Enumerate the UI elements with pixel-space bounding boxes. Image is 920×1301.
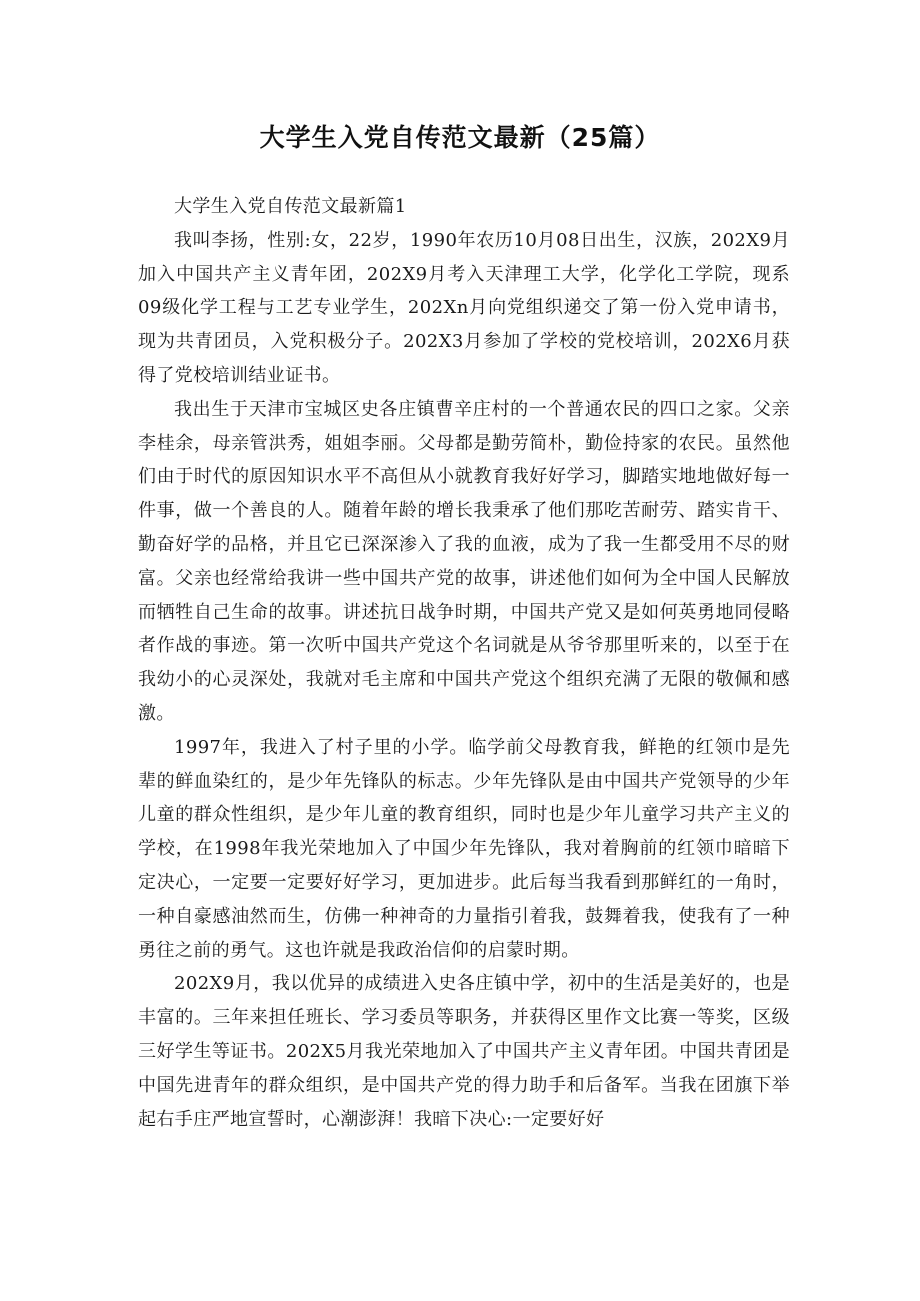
paragraph-primary-school: 1997年，我进入了村子里的小学。临学前父母教育我，鲜艳的红领巾是先辈的鲜血染红的，是少年先锋队的标志。少年先锋队是由中国共产党领导的少年儿童的群众性组织，是少年儿童的教育组织，同时也是少年儿童学习共产主义的学校，在1998年我光荣地加入了中国少年先锋队，我对着胸前的红领巾暗暗下定决心，一定要一定要好好学习，更加进步。此后每当我看到那鲜红的一角时，一种自豪感油然而生，仿佛一种神奇的力量指引着我，鼓舞着我，使我有了一种勇往之前的勇气。这也许就是我政治信仰的启蒙时期。 bbox=[138, 736, 790, 961]
paragraph-personal-info: 我叫李扬，性别:女，22岁，1990年农历10月08日出生，汉族，202X9月加入中国共产主义青年团，202X9月考入天津理工大学，化学化工学院，现系09级化学工程与工艺专业学生，202Xn月向党组织递交了第一份入党申请书，现为共青团员，入党积极分子。202X3月参加了学校的党校培训，202X6月获得了党校培训结业证书。 bbox=[138, 229, 790, 386]
paragraph-family: 我出生于天津市宝城区史各庄镇曹辛庄村的一个普通农民的四口之家。父亲李桂余，母亲管洪秀，姐姐李丽。父母都是勤劳简朴，勤俭持家的农民。虽然他们由于时代的原因知识水平不高但从小就教育我好好学习，脚踏实地地做好每一件事，做一个善良的人。随着年龄的增长我秉承了他们那吃苦耐劳、踏实肯干、勤奋好学的品格，并且它已深深渗入了我的血液，成为了我一生都受用不尽的财富。父亲也经常给我讲一些中国共产党的故事，讲述他们如何为全中国人民解放而牺牲自己生命的故事。讲述抗日战争时期，中国共产党又是如何英勇地同侵略者作战的事迹。第一次听中国共产党这个名词就是从爷爷那里听来的，以至于在我幼小的心灵深处，我就对毛主席和中国共产党这个组织充满了无限的敬佩和感激。 bbox=[138, 398, 790, 724]
paragraph-middle-school: 202X9月，我以优异的成绩进入史各庄镇中学，初中的生活是美好的，也是丰富的。三年来担任班长、学习委员等职务，并获得区里作文比赛一等奖，区级三好学生等证书。202X5月我光荣地加入了中国共产主义青年团。中国共青团是中国先进青年的群众组织，是中国共产党的得力助手和后备军。当我在团旗下举起右手庄严地宣誓时，心潮澎湃！我暗下决心:一定要好好 bbox=[138, 973, 790, 1130]
document-body bbox=[138, 190, 790, 1136]
section-heading: 大学生入党自传范文最新篇1 bbox=[174, 196, 407, 217]
page-title: 大学生入党自传范文最新（25篇） bbox=[259, 123, 661, 152]
